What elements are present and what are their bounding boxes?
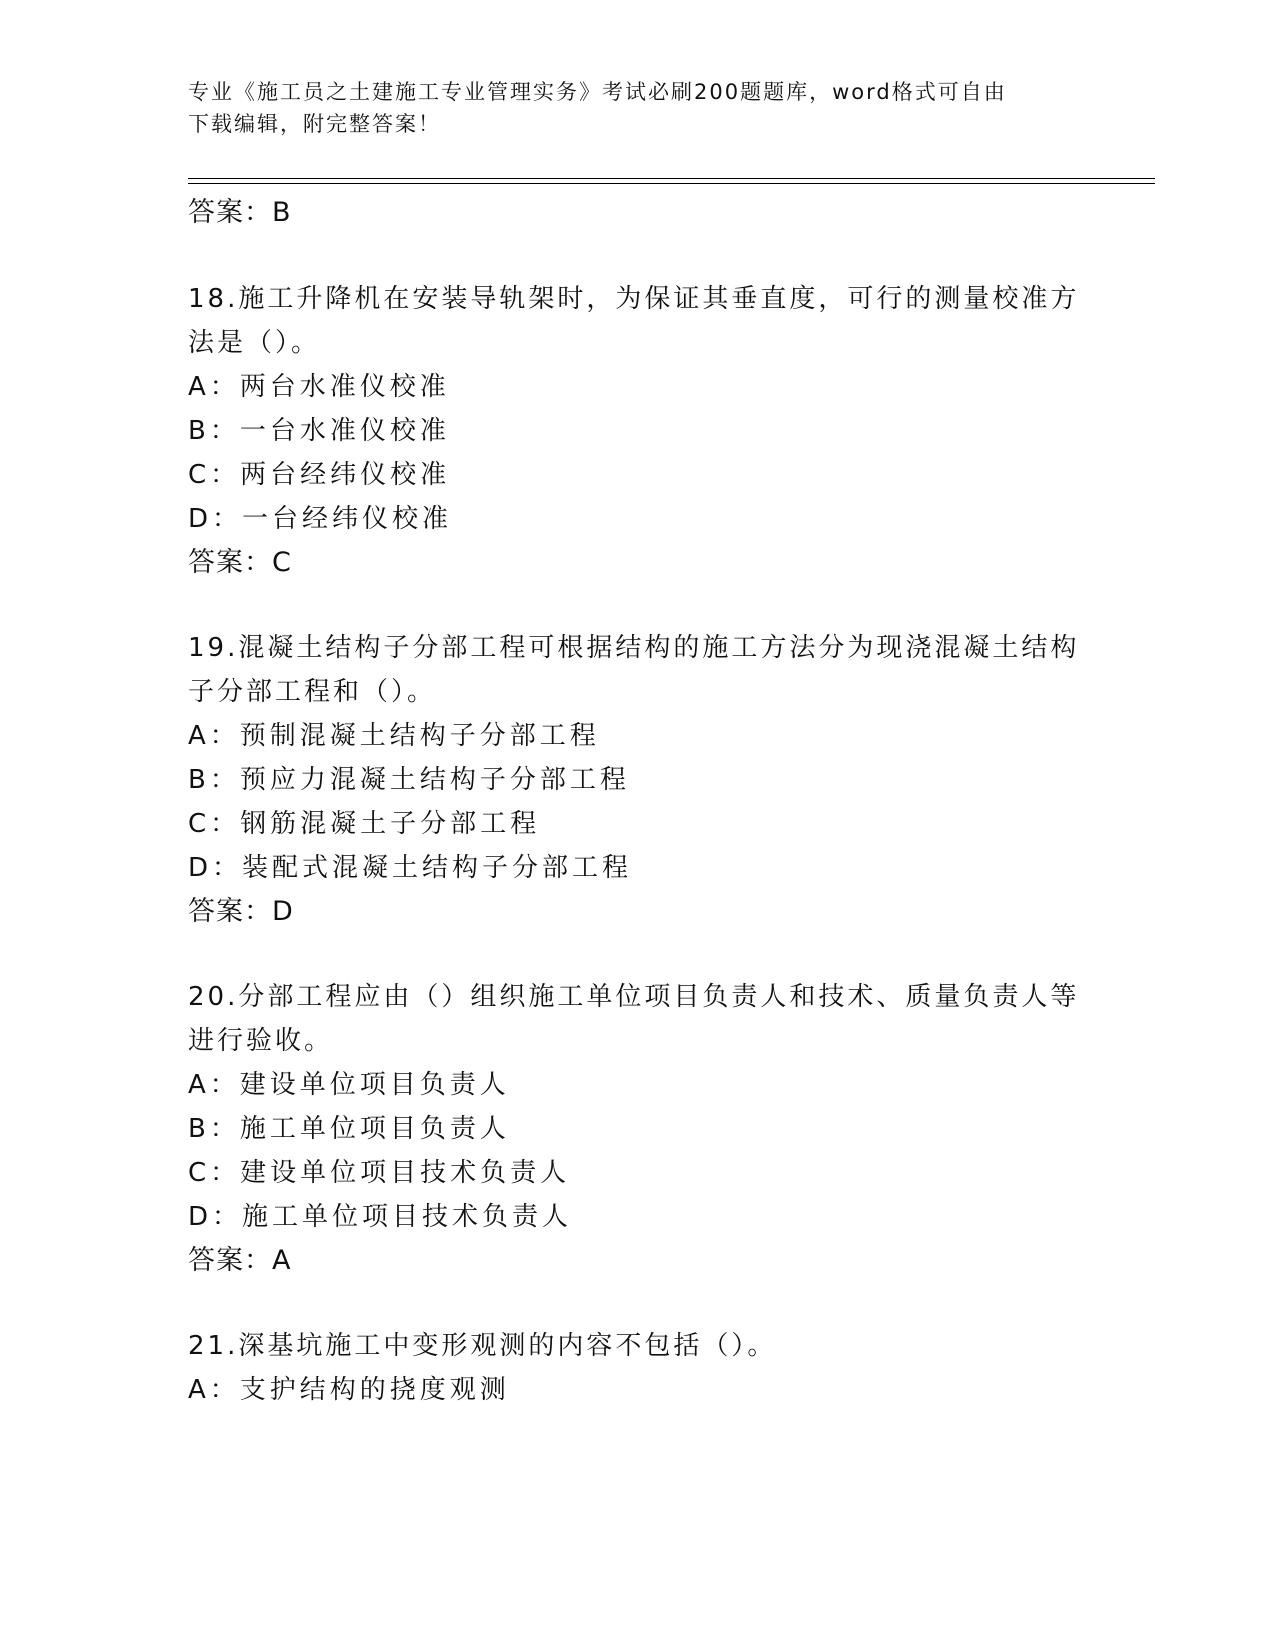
header-line-2: 下载编辑，附完整答案！ — [188, 112, 441, 136]
question-stem-continued: 子分部工程和（）。 — [188, 677, 437, 707]
option-d: D：一台经纬仪校准 — [188, 504, 453, 534]
answer-line: 答案：B — [188, 197, 292, 228]
question-stem: 18.施工升降机在安装导轨架时，为保证其垂直度，可行的测量校准方 — [188, 284, 1080, 314]
header-divider-bottom — [188, 183, 1155, 184]
answer-line: 答案：C — [188, 547, 292, 578]
option-d: D：施工单位项目技术负责人 — [188, 1202, 573, 1232]
document-header — [188, 76, 1088, 140]
header-divider-top — [188, 178, 1155, 179]
option-c: C：两台经纬仪校准 — [188, 460, 451, 490]
question-stem: 20.分部工程应由（）组织施工单位项目负责人和技术、质量负责人等 — [188, 982, 1080, 1012]
header-line-1: 专业《施工员之土建施工专业管理实务》考试必刷200题题库，word格式可自由 — [188, 80, 1007, 104]
question-stem-continued: 法是（）。 — [188, 328, 321, 358]
option-a: A：支护结构的挠度观测 — [188, 1375, 510, 1405]
answer-line: 答案：A — [188, 1245, 292, 1276]
option-b: B：预应力混凝土结构子分部工程 — [188, 765, 630, 795]
option-a: A：两台水准仪校准 — [188, 372, 450, 402]
question-stem: 19.混凝土结构子分部工程可根据结构的施工方法分为现浇混凝土结构 — [188, 633, 1080, 663]
question-stem-continued: 进行验收。 — [188, 1026, 334, 1056]
option-c: C：钢筋混凝土子分部工程 — [188, 809, 541, 839]
option-c: C：建设单位项目技术负责人 — [188, 1158, 571, 1188]
option-d: D：装配式混凝土结构子分部工程 — [188, 853, 633, 883]
option-a: A：预制混凝土结构子分部工程 — [188, 721, 600, 751]
question-stem: 21.深基坑施工中变形观测的内容不包括（）。 — [188, 1331, 777, 1361]
option-a: A：建设单位项目负责人 — [188, 1070, 510, 1100]
option-b: B：一台水准仪校准 — [188, 416, 450, 446]
answer-line: 答案：D — [188, 896, 294, 927]
option-b: B：施工单位项目负责人 — [188, 1114, 510, 1144]
